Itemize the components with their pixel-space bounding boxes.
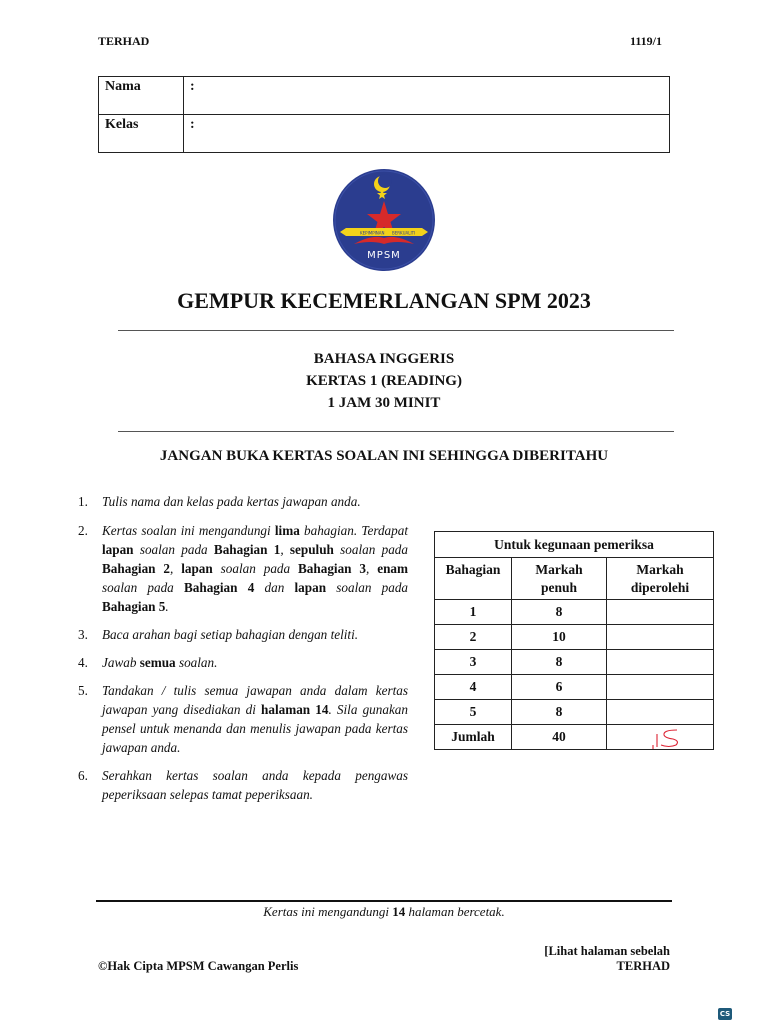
part-cell: 3 <box>435 650 512 675</box>
table-row <box>435 700 714 725</box>
paper-name: KERTAS 1 (READING) <box>306 373 462 389</box>
col-obtained-line1: Markah <box>636 562 684 577</box>
exam-title: GEMPUR KECEMERLANGAN SPM 2023 <box>177 288 591 313</box>
footer-divider <box>96 900 672 902</box>
total-label: Jumlah <box>435 725 512 750</box>
instruction-5: 5. Tandakan / tulis semua jawapan anda dalam kertas jawapan yang disediakan di halaman 14. Sila gunakan pensel untuk menanda dan menulis jawapan pada kertas jawapan anda. <box>78 683 408 755</box>
instruction-3: 3. Baca arahan bagi setiap bahagian dengan teliti. <box>78 627 359 642</box>
class-row <box>99 115 670 153</box>
name-row <box>99 77 670 115</box>
logo-ribbon-left: KEPIMPINAN <box>360 230 385 236</box>
col-full-marks-line1: Markah <box>535 562 583 577</box>
page-count-text-b: halaman bercetak. <box>405 904 505 919</box>
total-full-marks: 40 <box>512 725 607 750</box>
handwritten-mark-icon <box>647 725 687 753</box>
full-marks-cell: 8 <box>512 700 607 725</box>
table-row <box>435 675 714 700</box>
obtained-cell[interactable] <box>607 625 714 650</box>
copyright-notice: ©Hak Cipta MPSM Cawangan Perlis <box>98 959 299 973</box>
duration: 1 JAM 30 MINIT <box>327 395 441 411</box>
title-divider <box>118 330 674 331</box>
full-marks-cell: 6 <box>512 675 607 700</box>
full-marks-cell: 8 <box>512 600 607 625</box>
name-field[interactable]: : <box>184 77 670 115</box>
full-marks-cell: 8 <box>512 650 607 675</box>
marks-table-caption: Untuk kegunaan pemeriksa <box>435 532 714 558</box>
logo-text: MPSM <box>367 250 401 261</box>
name-label: Nama <box>99 77 184 115</box>
paper-code: 1119/1 <box>630 34 663 48</box>
footer-restricted: TERHAD <box>616 959 670 973</box>
examiner-marks-table <box>434 531 714 750</box>
col-obtained-header <box>607 558 714 600</box>
class-field[interactable]: : <box>184 115 670 153</box>
table-row <box>435 650 714 675</box>
subject-name: BAHASA INGGERIS <box>313 351 455 367</box>
logo-ribbon-right: BERKUALITI <box>392 230 416 236</box>
class-label: Kelas <box>99 115 184 153</box>
col-full-marks-line2: penuh <box>540 580 578 595</box>
obtained-cell[interactable] <box>607 700 714 725</box>
obtained-cell[interactable] <box>607 600 714 625</box>
header-restricted: TERHAD <box>98 34 150 48</box>
table-row <box>435 625 714 650</box>
col-full-marks-header <box>512 558 607 600</box>
student-info-table <box>98 76 670 153</box>
instruction-2: 2. Kertas soalan ini mengandungi lima bahagian. Terdapat lapan soalan pada Bahagian 1, sepuluh soalan pada Bahagian 2, lapan soalan pada Bahagian 3, enam soalan pada Bahagian 4 dan lapan soalan pada Bahagian 5. <box>78 523 409 614</box>
obtained-cell[interactable] <box>607 675 714 700</box>
subject-divider <box>118 431 674 432</box>
instruction-1: 1. Tulis nama dan kelas pada kertas jawapan anda. <box>78 494 361 509</box>
see-next-page: [Lihat halaman sebelah <box>544 944 670 958</box>
part-cell: 4 <box>435 675 512 700</box>
total-obtained-cell[interactable] <box>607 725 714 750</box>
footer-right <box>480 944 670 974</box>
col-part-header: Bahagian <box>435 558 512 600</box>
part-cell: 1 <box>435 600 512 625</box>
part-cell: 5 <box>435 700 512 725</box>
mpsm-logo <box>332 168 436 272</box>
total-row <box>435 725 714 750</box>
table-row <box>435 600 714 625</box>
part-cell: 2 <box>435 625 512 650</box>
page-count-text-a: Kertas ini mengandungi <box>263 904 393 919</box>
col-obtained-line2: diperolehi <box>630 580 690 595</box>
full-marks-cell: 10 <box>512 625 607 650</box>
do-not-open-warning: JANGAN BUKA KERTAS SOALAN INI SEHINGGA DIBERITAHU <box>159 448 609 464</box>
instruction-4: 4. Jawab semua soalan. <box>78 655 218 670</box>
page-count-number: 14 <box>392 904 406 919</box>
subject-block <box>0 348 768 414</box>
instructions <box>78 492 408 804</box>
page-count-note <box>0 904 768 920</box>
instruction-6: 6. Serahkan kertas soalan anda kepada pengawas peperiksaan selepas tamat peperiksaan. <box>78 768 408 802</box>
obtained-cell[interactable] <box>607 650 714 675</box>
camscanner-icon: CS <box>719 1010 731 1018</box>
